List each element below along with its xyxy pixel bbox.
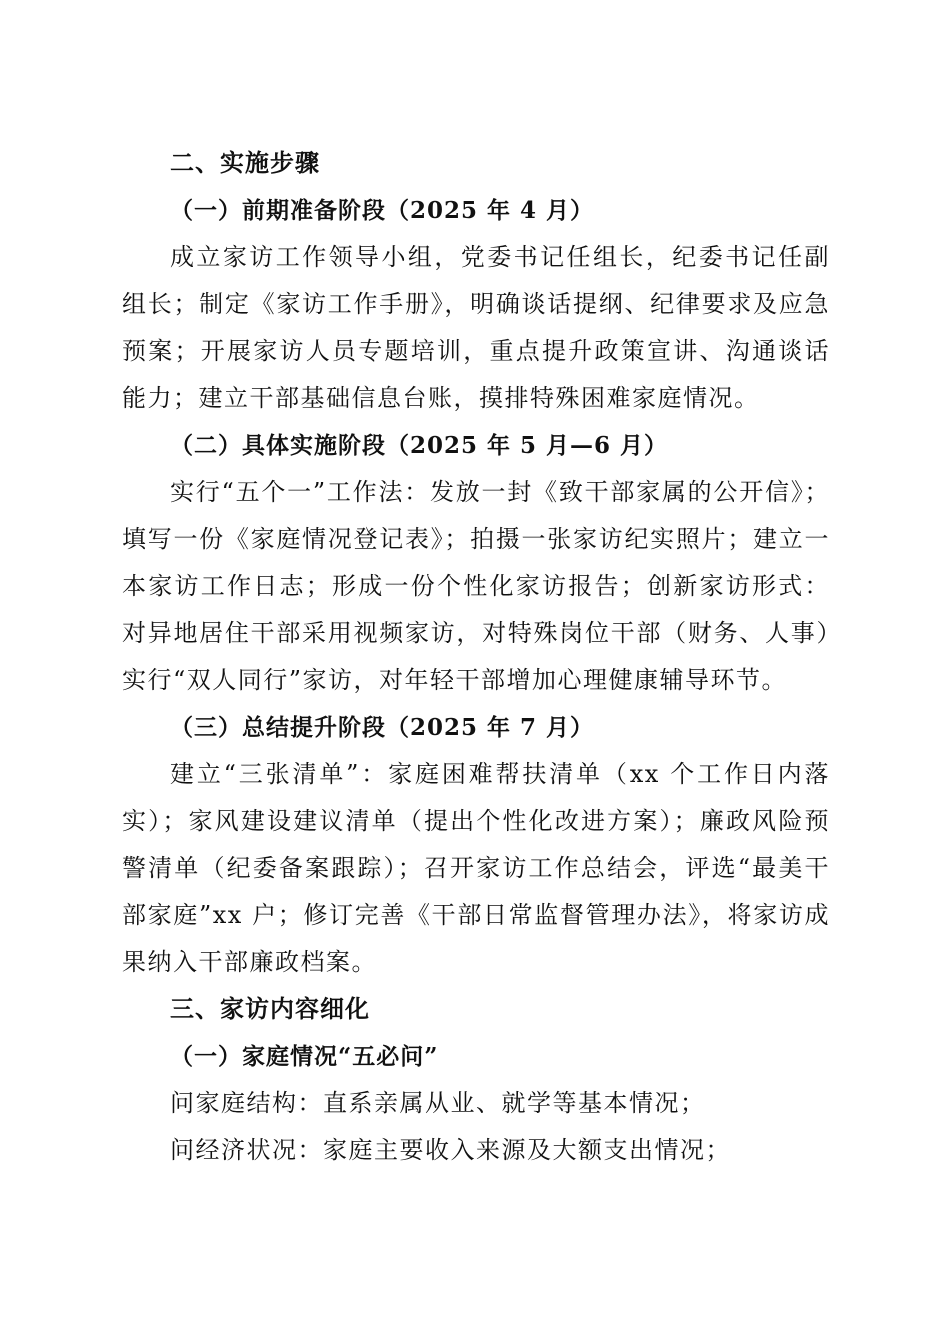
question-item: 问家庭结构：直系亲属从业、就学等基本情况； [170, 1089, 706, 1117]
phase-heading-summary: （三）总结提升阶段（2025 年 7 月） [170, 714, 595, 741]
phase-text-implementation: 实行“五个一”工作法：发放一封《致干部家属的公开信》；填写一份《家庭情况登记表》；拍摄一张家访纪实照片；建立一本家访工作日志；形成一份个性化家访报告；创新家访形式：对异地居住干部采用视频家访，对特殊岗位干部（财务、人事）实行“双人同行”家访，对年轻干部增加心理健康辅导环节。 [122, 478, 830, 694]
phase-heading-preparation: （一）前期准备阶段（2025 年 4 月） [170, 197, 595, 224]
section-heading-visit-content: 三、家访内容细化 [170, 995, 370, 1023]
document-body [122, 140, 830, 1174]
phase-text-summary: 建立“三张清单”：家庭困难帮扶清单（xx 个工作日内落实）；家风建设建议清单（提出个性化改进方案）；廉政风险预警清单（纪委备案跟踪）；召开家访工作总结会，评选“最美干部家庭”xx 户；修订完善《干部日常监督管理办法》，将家访成果纳入干部廉政档案。 [122, 760, 830, 976]
question-item: 问经济状况：家庭主要收入来源及大额支出情况； [170, 1136, 731, 1164]
sub-heading-five-questions: （一）家庭情况“五必问” [170, 1043, 439, 1070]
phase-text-preparation: 成立家访工作领导小组，党委书记任组长，纪委书记任副组长；制定《家访工作手册》，明确谈话提纲、纪律要求及应急预案；开展家访人员专题培训，重点提升政策宣讲、沟通谈话能力；建立干部基础信息台账，摸排特殊困难家庭情况。 [122, 243, 830, 412]
phase-heading-implementation: （二）具体实施阶段（2025 年 5 月—6 月） [170, 432, 669, 459]
section-heading-implementation-steps: 二、实施步骤 [170, 149, 320, 177]
